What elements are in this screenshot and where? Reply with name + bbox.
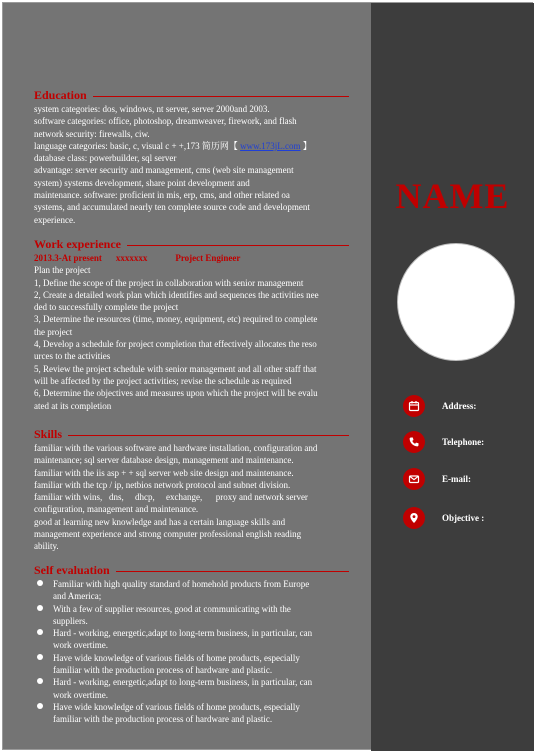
education-line: advantage: server security and management, cms (web site management [34,165,294,176]
work-line: 3, Determine the resources (time, money, equipment, etc) required to complete [34,314,318,325]
bullet-icon [37,678,43,684]
work-line: Plan the project [34,265,91,276]
candidate-name: NAME [395,176,510,216]
education-line: system categories: dos, windows, nt server, server 2000and 2003. [34,104,270,114]
education-heading [34,88,349,102]
work-line: the project [34,326,73,337]
email-label: E-mail: [442,474,471,484]
job-header [34,252,349,264]
job-position: Project Engineer [175,253,241,263]
skills-line: good at learning new knowledge and has a certain language skills and [34,516,286,527]
bullet-icon [37,703,43,709]
self-evaluation-heading [34,563,349,577]
telephone-label: Telephone: [442,437,485,447]
language-bracket: 】 [300,140,312,151]
skills-section [34,427,349,553]
work-line: 5, Review the project schedule with senior management and all other staff that [34,363,317,374]
work-line: ated at its completion [34,400,112,411]
bullet-icon [37,629,43,635]
work-line: 4, Develop a schedule for project completion that effectively allocates the reso [34,339,317,350]
list-item: Hard - working, energetic,adapt to long-term business, in particular, can work overtime. [34,627,349,652]
section-divider [127,245,349,246]
section-divider [93,96,349,97]
education-line: systems, and accumulated nearly ten complete source code and development [34,202,310,213]
list-item: Have wide knowledge of various fields of home products, especially familiar with the production process of hardware and plastic. [34,652,349,677]
resume-page [2,2,533,750]
education-line: maintenance. software: proficient in mis, erp, cms, and other related oa [34,190,290,201]
list-item: Have wide knowledge of various fields of home products, especially familiar with the production process of hardware and plastic. [34,701,349,726]
skills-title: Skills [34,426,63,441]
education-title: Education [34,87,87,102]
location-pin-icon [403,507,425,529]
website-link[interactable]: www.173jL.com [240,140,301,151]
language-text: language categories: basic, c, visual c + +,173 简历网【 [34,140,241,151]
contact-objective [403,507,484,529]
contact-email [403,468,471,490]
contact-telephone [403,431,484,453]
work-line: 6, Determine the objectives and measures upon which the project will be evalu [34,388,318,399]
list-item: Hard - working, energetic,adapt to long-term business, in particular, can work overtime. [34,676,349,701]
education-line: experience. [34,214,76,225]
skills-line: management experience and strong computer professional english reading [34,529,302,540]
skills-line: familiar with the various software and hardware installation, configuration and [34,443,318,453]
list-item: Familiar with high quality standard of homehold products from Europe and America; [34,578,349,603]
bullet-icon [37,605,43,611]
self-evaluation-title: Self evaluation [34,562,110,577]
self-evaluation-list [34,578,349,726]
work-title: Work experience [34,236,121,251]
education-line: network security: firewalls, ciw. [34,128,150,139]
objective-label: Objective : [442,513,485,523]
work-heading [34,237,349,251]
work-line: 2, Create a detailed work plan which identifies and sequences the activities nee [34,289,319,300]
skills-line: configuration, management and maintenance. [34,504,199,515]
section-divider [116,571,349,572]
skills-line: familiar with the iis asp + + sql server web site design and maintenance. [34,467,294,478]
list-item: With a few of supplier resources, good at communicating with the suppliers. [34,603,349,628]
skills-line: familiar with the tcp / ip, netbios network protocol and subnet division. [34,479,291,490]
education-section [34,88,349,226]
envelope-icon [403,468,425,490]
work-line: will be affected by the project activities; revise the schedule as required [34,375,292,386]
education-line: software categories: office, photoshop, dreamweaver, firework, and flash [34,116,297,127]
address-label: Address: [442,401,477,411]
calendar-icon [403,395,425,417]
job-date: 2013.3-At present [34,253,102,263]
work-line: ded to successfully complete the project [34,302,179,313]
education-language-line [34,140,349,152]
education-line: database class: powerbuilder, sql server [34,153,177,164]
work-line: 1, Define the scope of the project in collaboration with senior management [34,277,304,288]
skills-line: ability. [34,541,59,552]
education-line: system) systems development, share point development and [34,177,250,188]
bullet-icon [37,580,43,586]
right-sidebar [371,3,534,751]
phone-icon [403,431,425,453]
profile-photo-placeholder[interactable] [397,243,515,361]
skills-heading [34,427,349,441]
contact-address [403,395,476,417]
work-section [34,237,349,412]
self-evaluation-section [34,563,349,726]
job-company: xxxxxxx [115,253,148,263]
skills-line: maintenance; sql server database design, management and maintenance. [34,455,294,466]
bullet-icon [37,654,43,660]
work-line: urces to the activities [34,351,111,362]
section-divider [68,435,349,436]
skills-line: familiar with wins, dns, dhcp, exchange, proxy and network server [34,492,308,503]
